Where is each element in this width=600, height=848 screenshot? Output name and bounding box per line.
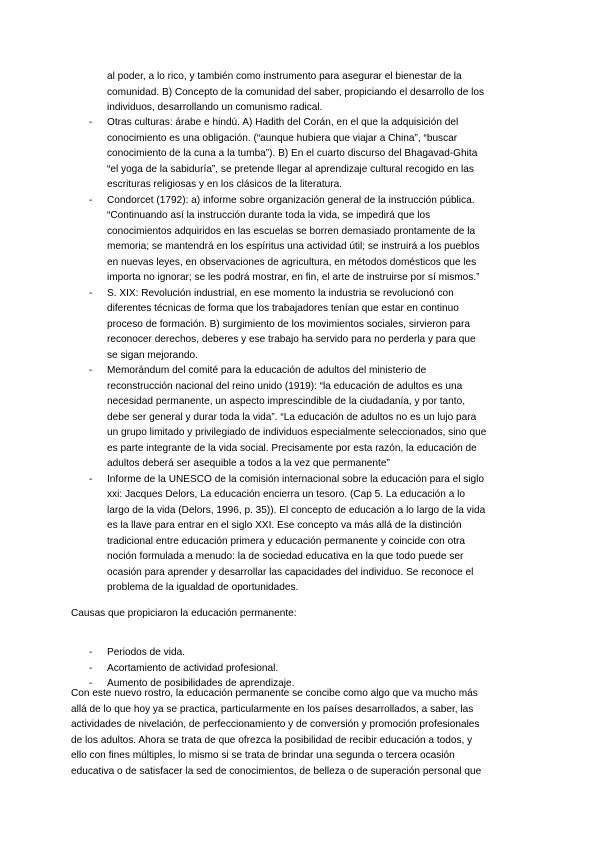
bullet-line: Memorándum del comité para la educación de adultos del ministerio de — [107, 365, 427, 376]
bullet-line: reconstrucción nacional del reino unido (1919): “la educación de adultos es una — [107, 380, 463, 392]
bullet-marker: - — [89, 678, 93, 689]
causes-heading: Causas que propiciaron la educación permanente: — [71, 608, 297, 619]
bullet-marker: - — [89, 365, 93, 376]
bullet-marker: - — [89, 117, 93, 128]
bullet-line: adultos deberá ser asequible a todos a la vez que permanente” — [107, 458, 390, 469]
bullet-line: escrituras religiosas y en los clásicos de la literatura. — [107, 179, 343, 190]
bullet-line: conocimiento es una obligación. (“aunque hubiera que viajar a China”, “buscar — [107, 132, 458, 144]
paragraph-line: Con este nuevo rostro, la educación permanente se concibe como algo que va mucho más — [71, 688, 478, 699]
paragraph-line: individuos, desarrollando un comunismo radical. — [107, 102, 323, 113]
bullet-marker: - — [89, 287, 93, 299]
bullet-line: tradicional entre educación primera y educación permanente y coincide con otra — [107, 535, 465, 547]
cause-text: Aumento de posibilidades de aprendizaje. — [107, 678, 295, 689]
bullet-line: reconocer derechos, deberes y ese trabajo ha servido para no perderla y para que — [107, 334, 476, 345]
bullet-marker: - — [89, 473, 93, 485]
paragraph-line: ello con fines múltiples, lo mismo si se trata de brindar una segunda o tercera ocasión — [71, 750, 455, 761]
bullet-line: Otras culturas: árabe e hindú. A) Hadith del Corán, en el que la adquisición del — [107, 117, 459, 128]
bullet-marker: - — [89, 662, 93, 674]
bullet-marker: - — [89, 647, 93, 658]
bullet-line: problema de la igualdad de oportunidades. — [107, 582, 299, 593]
cause-text: Acortamiento de actividad profesional. — [107, 662, 279, 674]
bullet-line: Informe de la UNESCO de la comisión internacional sobre la educación para el siglo — [107, 473, 485, 485]
bullet-line: conocimiento de la cuna a la tumba”). B) En el cuarto discurso del Bhagavad-Ghita — [107, 148, 478, 159]
bullet-line: ocasión para aprender y desarrollar las capacidades del individuo. Se reconoce el — [107, 566, 474, 578]
bullet-line: proceso de formación. B) surgimiento de los movimientos sociales, sirvieron para — [107, 318, 470, 330]
cause-text: Periodos de vida. — [107, 647, 185, 658]
paragraph-line: educativa o de satisfacer la sed de conocimientos, de belleza o de superación personal que — [71, 765, 482, 777]
bullet-line: memoria; se mantendrá en los espíritus una actividad útil; se instruirá a los pueblos — [107, 241, 480, 252]
bullet-line: diferentes técnicas de forma que los trabajadores tenían que estar en continuo — [107, 303, 459, 314]
bullet-line: S. XIX: Revolución industrial, en ese momento la industria se revolucionó con — [107, 287, 454, 299]
bullet-line: es la llave para entrar en el siglo XXI. Ese concepto va más allá de la distinción — [107, 520, 462, 531]
bullet-line: xxi: Jacques Delors, La educación encierra un tesoro. (Cap 5. La educación a lo — [107, 489, 465, 500]
bullet-line: importa no ignorar; se les podrá mostrar, en fin, el arte de instruirse por sí mismos.” — [107, 272, 480, 283]
bullet-line: se sigan mejorando. — [107, 349, 198, 361]
bullet-line: Condorcet (1792): a) informe sobre organización general de la instrucción pública. — [107, 194, 475, 206]
bullet-marker: - — [89, 194, 93, 206]
bullet-line: “Continuando así la instrucción durante toda la vida, se impedirá que los — [107, 210, 431, 221]
paragraph-line: comunidad. B) Concepto de la comunidad del saber, propiciando el desarrollo de los — [107, 86, 485, 98]
bullet-line: conocimientos adquiridos en las escuelas se borren demasiado prontamente de la — [107, 225, 476, 237]
paragraph-line: de los adultos. Ahora se trata de que ofrezca la posibilidad de recibir educación a todos, y — [71, 734, 473, 746]
bullet-line: noción formulada a menudo: la de sociedad educativa en la que todo puede ser — [107, 551, 464, 562]
bullet-line: “el yoga de la sabiduría”, se pretende llegar al aprendizaje cultural recogido en las — [107, 163, 474, 175]
paragraph-line: allá de lo que hoy ya se practica, particularmente en los países desarrollados, a saber, las — [71, 703, 474, 715]
bullet-line: debe ser general y durar toda la vida”. “La educación de adultos no es un lujo para — [107, 411, 477, 423]
bullet-line: un grupo limitado y privilegiado de individuos especialmente seleccionados, sino que — [107, 427, 487, 438]
paragraph-line: al poder, a lo rico, y también como instrumento para asegurar el bienestar de la — [107, 71, 462, 82]
bullet-line: en nuevas leyes, en observaciones de agricultura, en métodos domésticos que les — [107, 256, 477, 268]
bullet-line: largo de la vida (Delors, 1996, p. 35)). El concepto de educación a lo largo de la vida — [107, 504, 486, 516]
bullet-line: es parte integrante de la vida social. Precisamente por esta razón, la educación de — [107, 442, 477, 454]
paragraph-line: actividades de nivelación, de perfeccionamiento y de conversión y promoción profesionales — [71, 719, 480, 730]
bullet-line: necesidad permanente, un aspecto imprescindible de la ciudadanía, y por tanto, — [107, 396, 465, 407]
